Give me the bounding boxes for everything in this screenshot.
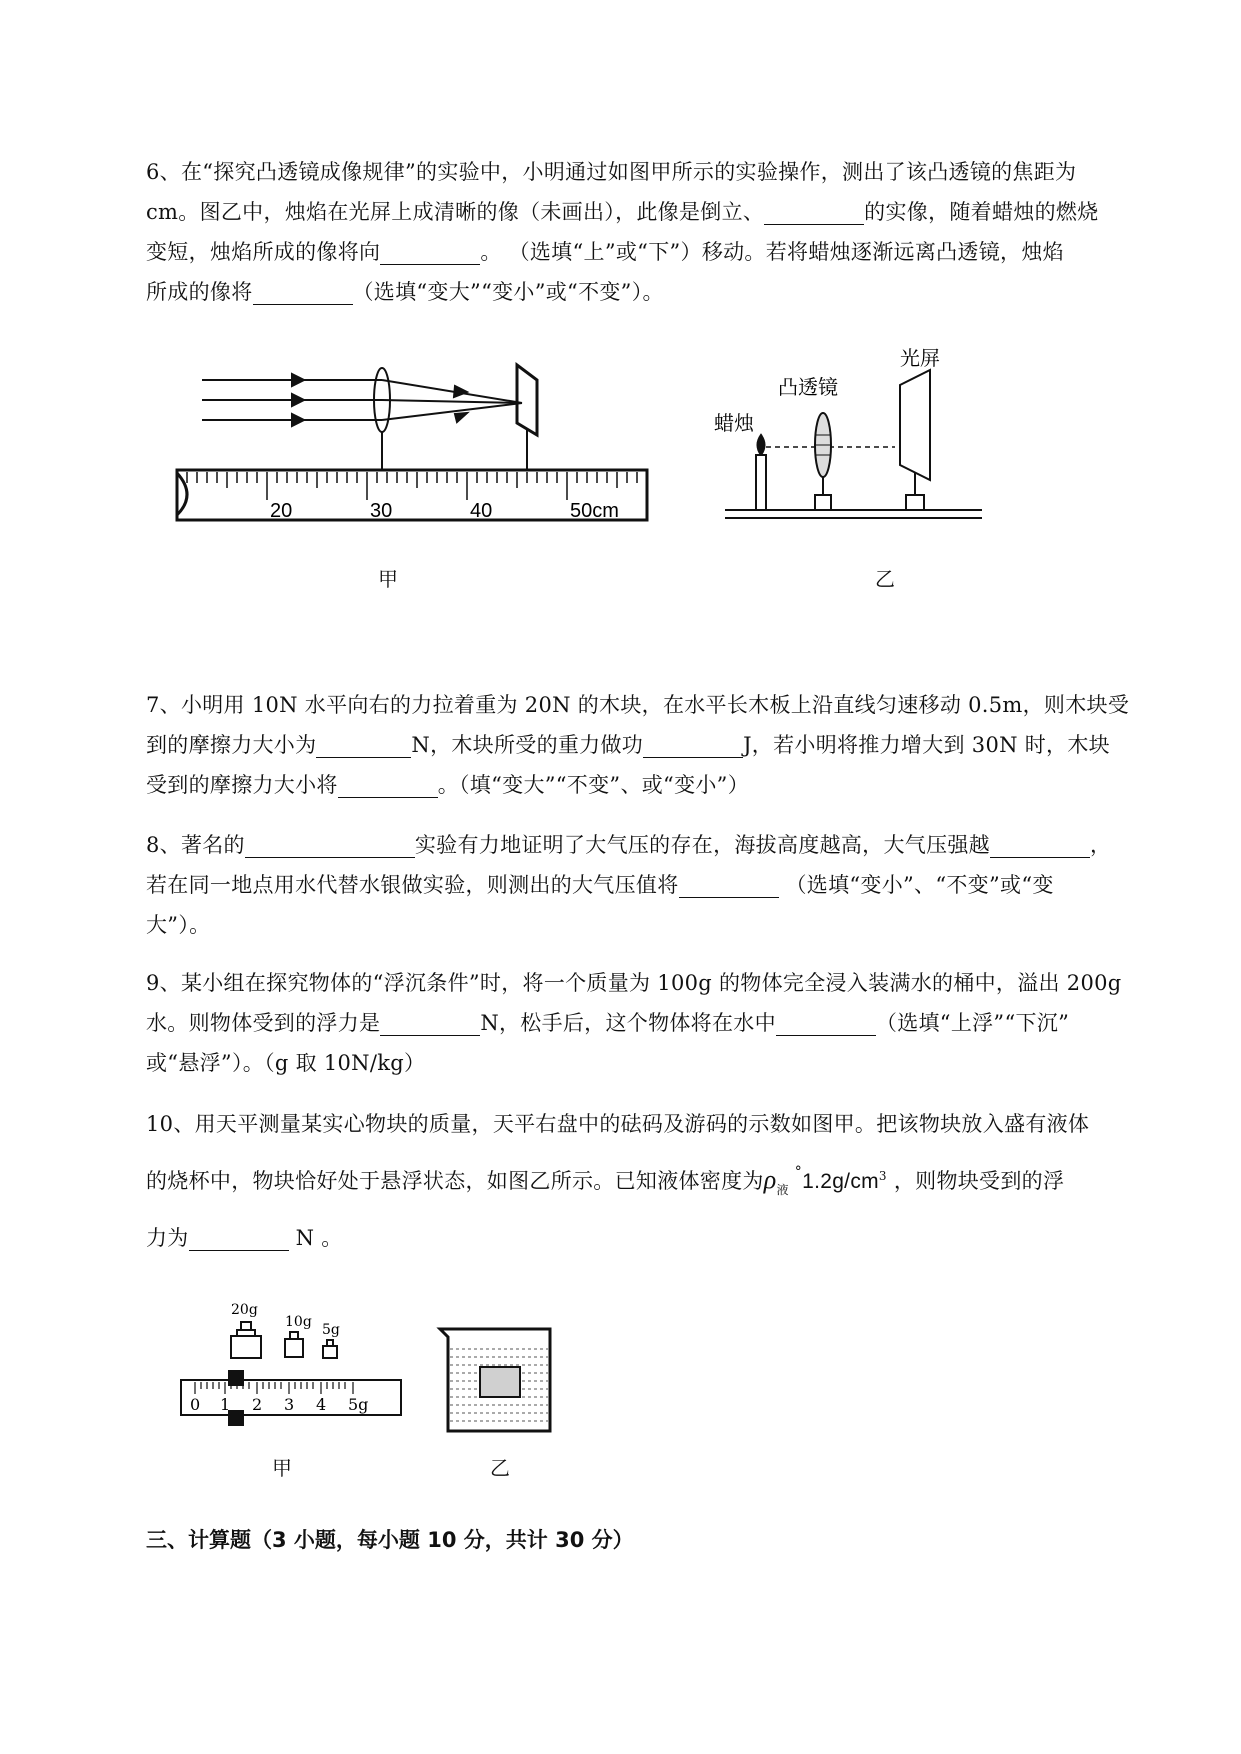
candle-lens-screen-figure: [714, 345, 990, 530]
question-9: [146, 963, 1146, 1083]
scale-label-4: 4: [316, 1395, 327, 1414]
answer-blank[interactable]: [380, 240, 480, 265]
balance-scale-figure: [175, 1290, 415, 1440]
rider-top: [228, 1370, 244, 1386]
question-6: [146, 152, 1146, 312]
answer-blank[interactable]: [380, 1011, 480, 1036]
answer-blank[interactable]: [643, 733, 743, 758]
figure-caption-yi-2: 乙: [490, 1456, 510, 1480]
section-3-heading: 三、计算题（3 小题，每小题 10 分，共计 30 分）: [146, 1528, 634, 1552]
q10-line1: 10、用天平测量某实心物块的质量，天平右盘中的砝码及游码的示数如图甲。把该物块放入盛有液体: [146, 1112, 1090, 1136]
weight-label-5g: 5g: [322, 1322, 340, 1338]
ruler-ticks: [187, 472, 637, 500]
q6-line1: 6、在“探究凸透镜成像规律”的实验中，小明通过如图甲所示的实验操作，测出了该凸透镜的焦距为: [146, 160, 1077, 184]
answer-blank[interactable]: [679, 873, 779, 898]
ruler-label-20: 20: [270, 500, 293, 522]
scale-label-1: 1: [220, 1395, 231, 1414]
weight-label-20g: 20g: [231, 1302, 258, 1318]
scale-label-2: 2: [252, 1395, 263, 1414]
answer-blank[interactable]: [245, 833, 415, 858]
q9-line2: 水。则物体受到的浮力是 N，松手后，这个物体将在水中 （选填“上浮”“下沉”: [146, 1011, 1070, 1035]
label-light-screen: 光屏: [900, 346, 940, 370]
q7-line1: 7、小明用 10N 水平向右的力拉着重为 20N 的木块，在水平长木板上沿直线匀速移动 0.5m，则木块受: [146, 693, 1130, 717]
question-7: [146, 685, 1146, 805]
scale-label-5g: 5g: [348, 1395, 369, 1414]
q8-line2: 若在同一地点用水代替水银做实验，则测出的大气压值将 （选填“变小”、“不变”或“变: [146, 873, 1054, 897]
density-exponent: 3: [878, 1169, 887, 1183]
q7-line3: 受到的摩擦力大小将 。（填“变大”“不变”、或“变小”）: [146, 773, 750, 797]
rho-symbol: ρ: [763, 1165, 777, 1194]
figure-caption-jia-2: 甲: [272, 1456, 292, 1480]
figure-caption-jia: 甲: [378, 567, 398, 591]
q9-line1: 9、某小组在探究物体的“浮沉条件”时，将一个质量为 100g 的物体完全浸入装满水的桶中，溢出 200g: [146, 971, 1122, 995]
answer-blank[interactable]: [764, 200, 864, 225]
density-value: 1.2g/cm: [802, 1170, 879, 1193]
answer-blank[interactable]: [776, 1011, 876, 1036]
label-candle: 蜡烛: [714, 411, 754, 435]
question-10: [146, 1100, 1146, 1262]
rho-subscript: 液: [776, 1183, 789, 1197]
q6-line4: 所成的像将 （选填“变大”“变小”或“不变”）。: [146, 280, 664, 304]
ruler-label-30: 30: [370, 500, 393, 522]
answer-blank[interactable]: [253, 280, 353, 305]
suspended-block: [480, 1367, 520, 1397]
q8-line1: 8、著名的 实验有力地证明了大气压的存在，海拔高度越高，大气压强越 ，: [146, 833, 1112, 857]
q7-line2: 到的摩擦力大小为 N，木块所受的重力做功 J，若小明将推力增大到 30N 时，木块: [146, 733, 1110, 757]
scale-label-3: 3: [284, 1395, 295, 1414]
question-8: [146, 825, 1146, 945]
ruler-label-40: 40: [470, 500, 493, 522]
ruler-label-50cm: 50cm: [570, 500, 619, 522]
weight-label-10g: 10g: [285, 1314, 312, 1330]
answer-blank[interactable]: [189, 1226, 289, 1251]
optical-bench-figure: [172, 355, 652, 535]
scale-label-0: 0: [190, 1395, 201, 1414]
rider-bottom: [228, 1410, 244, 1426]
equals-sign-glyph: °: [794, 1164, 803, 1180]
q9-line3: 或“悬浮”）。（g 取 10N/kg）: [146, 1051, 426, 1075]
q10-line3: 力为 N 。: [146, 1226, 343, 1250]
q10-line2: 的烧杯中，物块恰好处于悬浮状态，如图乙所示。已知液体密度为$\rho_液^\circ 1.2g/cm^3$ ，则物块受到的浮: [146, 1164, 1065, 1197]
q6-line3: 变短，烛焰所成的像将向 。 （选填“上”或“下”）移动。若将蜡烛逐渐远离凸透镜，烛焰: [146, 240, 1064, 264]
label-convex-lens: 凸透镜: [778, 375, 838, 399]
q8-line3: 大”）。: [146, 913, 211, 937]
answer-blank[interactable]: [338, 773, 438, 798]
beaker-figure: [430, 1325, 565, 1440]
answer-blank[interactable]: [990, 833, 1090, 858]
answer-blank[interactable]: [316, 733, 411, 758]
figure-caption-yi: 乙: [875, 567, 895, 591]
q6-line2: cm。图乙中，烛焰在光屏上成清晰的像（未画出），此像是倒立、 的实像，随着蜡烛的燃烧: [146, 200, 1099, 224]
